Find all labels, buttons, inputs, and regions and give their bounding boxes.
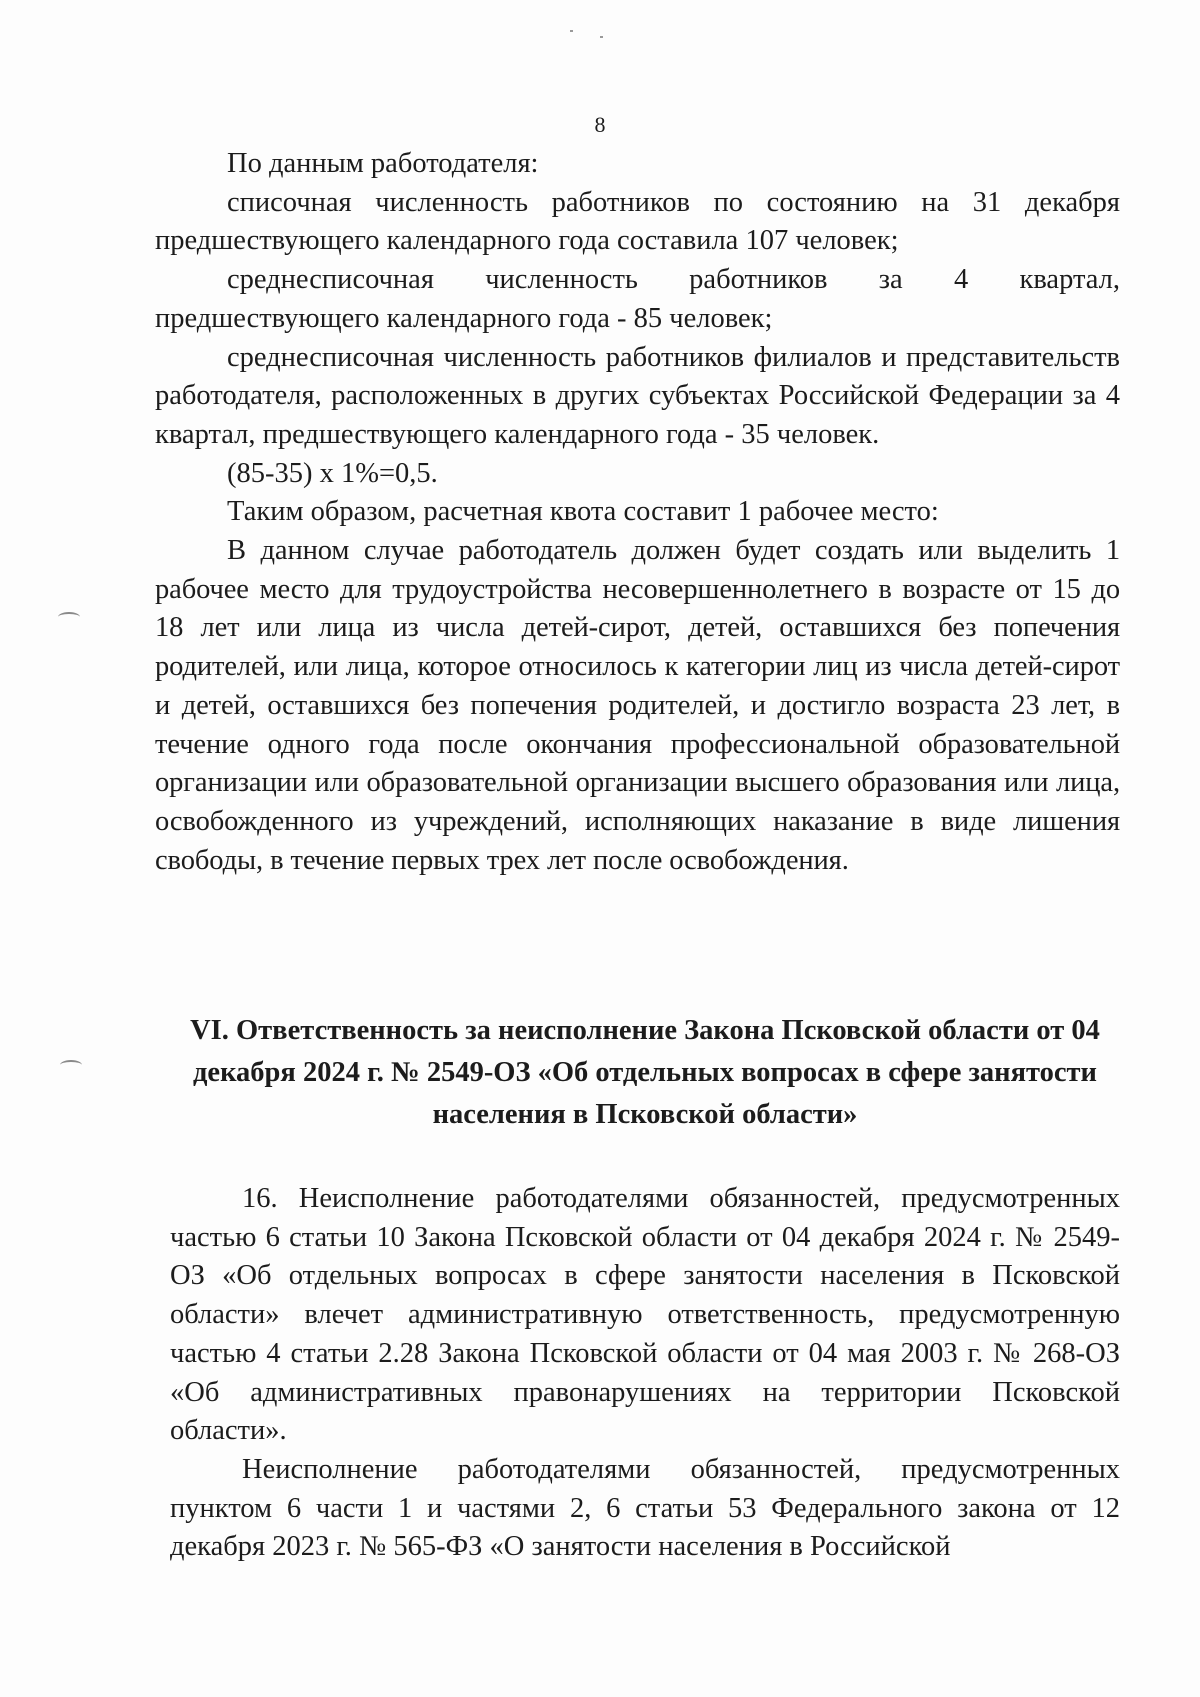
section-heading: VI. Ответственность за неисполнение Закона Псковской области от 04 декабря 2024 г. № 2549-ОЗ «Об отдельных вопросах в сфере занятости населения в Псковской области» [190,1015,1100,1130]
paragraph: среднесписочная численность работников за 4 квартал, предшествующего календарного года - 85 человек; [155,264,1120,334]
page-number: 8 [594,112,606,137]
scan-speck [570,30,573,32]
paragraph: среднесписочная численность работников филиалов и представительств работодателя, расположенных в других субъектах Российской Федерации за 4 квартал, предшествующего календарного года - 35 человек. [155,341,1120,450]
body-text-top [155,145,1120,880]
scan-artifact [58,612,80,622]
paragraph: По данным работодателя: [227,148,539,179]
scan-speck [600,36,603,38]
paragraph: списочная численность работников по состоянию на 31 декабря предшествующего календарного года составила 107 человек; [155,186,1120,257]
body-text-bottom [170,1180,1120,1567]
paragraph: 16. Неисполнение работодателями обязанностей, предусмотренных частью 6 статьи 10 Закона Псковской области от 04 декабря 2024 г. № 2549-ОЗ «Об отдельных вопросах в сфере занятости населения в Псковской области» влечет административную ответственность, предусмотренную частью 4 статьи 2.28 Закона Псковской области от 04 мая 2003 г. № 268-ОЗ «Об административных правонарушениях на территории Псковской области». [170,1183,1120,1447]
paragraph: Таким образом, расчетная квота составит 1 рабочее место: [227,496,939,528]
paragraph: Неисполнение работодателями обязанностей, предусмотренных пунктом 6 части 1 и частями 2, 6 статьи 53 Федерального закона от 12 декабря 2023 г. № 565-ФЗ «О занятости населения в Российской [170,1453,1120,1563]
scan-artifact [60,1060,82,1070]
paragraph: В данном случае работодатель должен будет создать или выделить 1 рабочее место для трудоустройства несовершеннолетнего в возрасте от 15 до 18 лет или лица из числа детей-сирот, детей, оставшихся без попечения родителей, или лица, которое относилось к категории лиц из числа детей-сирот и детей, оставшихся без попечения родителей, и достигло возраста 23 лет, в течение одного года после окончания профессиональной образовательной организации или образовательной организации высшего образования или лица, освобожденного из учреждений, исполняющих наказание в виде лишения свободы, в течение первых трех лет после освобождения. [155,535,1120,876]
paragraph: (85-35) х 1%=0,5. [227,457,438,489]
